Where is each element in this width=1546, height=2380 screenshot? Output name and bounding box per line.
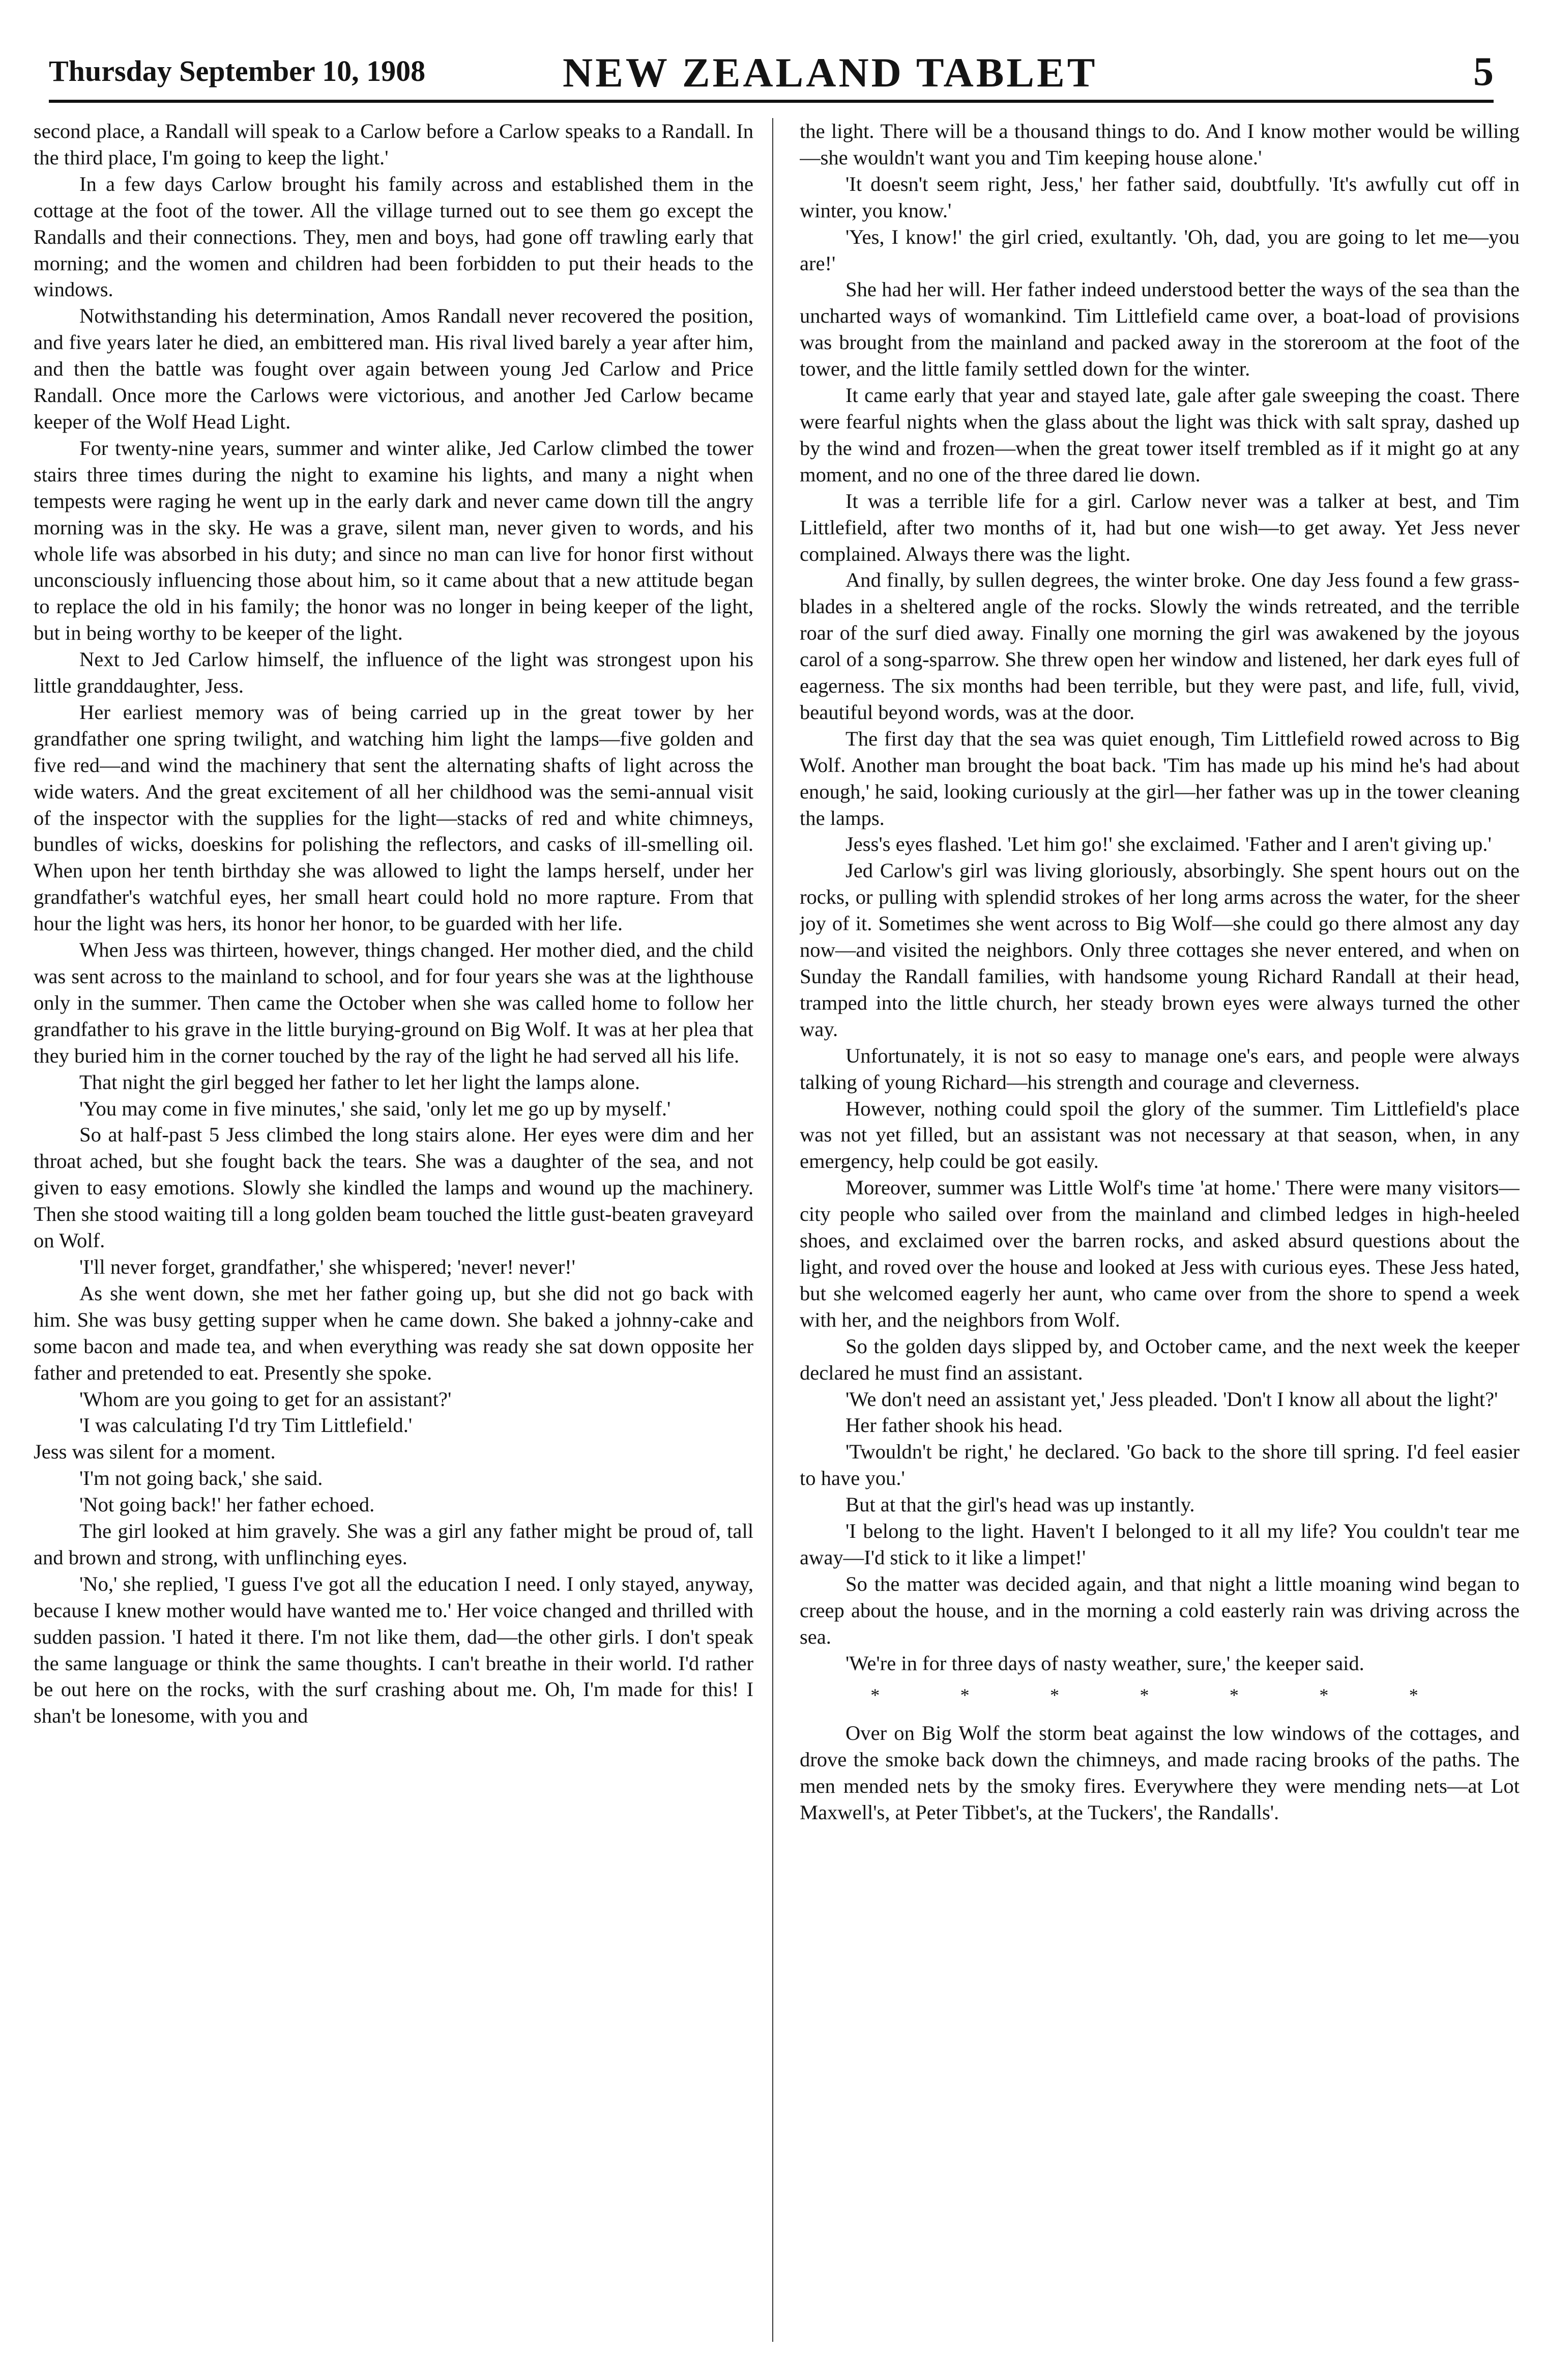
- paragraph: Moreover, summer was Little Wolf's time 'at home.' There were many visitors—city people who sailed over from the mainland and climbed ledges in high-heeled shoes, and exclaimed over the barren rocks, and asked absurd questions about the light, and roved over the house and looked at Jess with curious eyes. These Jess hated, but she welcomed eagerly her aunt, who came over from the shore to spend a week with her, and the neighbors from Wolf.: [800, 1176, 1520, 1331]
- paragraph: When Jess was thirteen, however, things changed. Her mother died, and the child was sent across to the mainland to school, and for four years she was at the lighthouse only in the summer. Then came the October when she was called home to follow her grandfather to his grave in the little burying-ground on Big Wolf. It was at her plea that they buried him in the corner touched by the ray of the light he had served all his life.: [34, 938, 753, 1067]
- paragraph: Jed Carlow's girl was living gloriously, absorbingly. She spent hours out on the rocks, or pulling with splendid strokes of her long arms across the water, for the sheer joy of it. Sometimes she went across to Big Wolf—she could go there almost any day now—and visited the neighbors. Only three cottages she never entered, and when on Sunday the Randall families, with handsome young Richard Randall at their head, tramped into the little church, her steady brown eyes were always turned the other way.: [800, 859, 1520, 1041]
- paragraph: Jess's eyes flashed. 'Let him go!' she exclaimed. 'Father and I aren't giving up.': [845, 833, 1492, 856]
- paragraph: It was a terrible life for a girl. Carlow never was a talker at best, and Tim Littlefield, after two months of it, had but one wish—to get away. Yet Jess never complained. Always there was the light.: [800, 489, 1520, 565]
- paragraph: 'I was calculating I'd try Tim Littlefield.': [79, 1414, 413, 1437]
- separator-star: *: [1050, 1685, 1060, 1706]
- page-header: [49, 49, 1494, 98]
- paragraph: Her father shook his head.: [845, 1414, 1063, 1437]
- paragraph: In a few days Carlow brought his family across and established them in the cottage at the foot of the tower. All the village turned out to see them go except the Randalls and their connections. They, men and boys, had gone off trawling early that morning; and the women and children had been forbidden to put their heads to the windows.: [34, 172, 753, 301]
- paragraph: 'Not going back!' her father echoed.: [79, 1493, 375, 1516]
- separator-star: *: [1229, 1685, 1239, 1706]
- separator-star: *: [870, 1685, 880, 1706]
- paragraph: Notwithstanding his determination, Amos Randall never recovered the position, and five years later he died, an embittered man. His rival lived barely a year after him, and then the battle was fought over again between young Jed Carlow and Price Randall. Once more the Carlows were victorious, and another Jed Carlow became keeper of the Wolf Head Light.: [34, 304, 753, 433]
- paragraph: 'We don't need an assistant yet,' Jess pleaded. 'Don't I know all about the light?': [845, 1387, 1498, 1411]
- paragraph: Unfortunately, it is not so easy to manage one's ears, and people were always talking of young Richard—his strength and courage and cleverness.: [800, 1044, 1520, 1094]
- paragraph: Over on Big Wolf the storm beat against the low windows of the cottages, and drove the smoke back down the chimneys, and made racing brooks of the paths. The men mended nets by the smoky fires. Everywhere they were mending nets—at Lot Maxwell's, at Peter Tibbet's, at the Tuckers', the Randalls'.: [800, 1722, 1520, 1824]
- separator-star: *: [960, 1685, 970, 1706]
- paragraph: The first day that the sea was quiet enough, Tim Littlefield rowed across to Big Wolf. Another man brought the boat back. 'Tim has made up his mind he's had about enough,' he said, looking curiously at the girl—her father was up in the tower cleaning the lamps.: [800, 727, 1520, 829]
- paragraph: The girl looked at him gravely. She was a girl any father might be proud of, tall and brown and strong, with unflinching eyes.: [34, 1519, 753, 1569]
- paragraph: That night the girl begged her father to let her light the lamps alone.: [79, 1070, 640, 1094]
- separator-star: *: [1409, 1685, 1418, 1706]
- paragraph: So at half-past 5 Jess climbed the long stairs alone. Her eyes were dim and her throat ached, but she fought back the tears. She was a daughter of the sea, and not given to easy emotions. Slowly she kindled the lamps and wound up the machinery. Then she stood waiting till a long golden beam touched the little gust-beaten graveyard on Wolf.: [34, 1123, 753, 1252]
- paragraph: So the matter was decided again, and that night a little moaning wind began to creep about the house, and in the morning a cold easterly rain was driving across the sea.: [800, 1572, 1520, 1648]
- paragraph: 'I'll never forget, grandfather,' she whispered; 'never! never!': [79, 1255, 575, 1278]
- paragraph: 'Whom are you going to get for an assistant?': [79, 1387, 452, 1411]
- paragraph: And finally, by sullen degrees, the winter broke. One day Jess found a few grass-blades in a sheltered angle of the rocks. Slowly the winds retreated, and the terrible roar of the surf died away. Finally one morning the girl was awakened by the joyous carol of a song-sparrow. She threw open her window and listened, her dark eyes full of eagerness. The six months had been terrible, but they were past, and life, full, vivid, beautiful beyond words, was at the door.: [800, 568, 1520, 724]
- paragraph: Her earliest memory was of being carried up in the great tower by her grandfather one spring twilight, and watching him light the lamps—five golden and five red—and wind the machinery that sent the alternating shafts of light across the wide waters. And the great excitement of all her childhood was the semi-annual visit of the inspector with the supplies for the light—stacks of red and white chimneys, bundles of wicks, doeskins for polishing the reflectors, and casks of ill-smelling oil. When upon her tenth birthday she was allowed to light the lamps herself, under her grandfather's watchful eyes, her small heart could hold no more rapture. From that hour the light was hers, its honor her honor, to be guarded with her life.: [34, 700, 753, 935]
- paragraph: So the golden days slipped by, and October came, and the next week the keeper declared he must find an assistant.: [800, 1334, 1520, 1384]
- paragraph: 'We're in for three days of nasty weather, sure,' the keeper said.: [845, 1651, 1364, 1675]
- right-column: [800, 118, 1520, 2342]
- paragraph: Jess was silent for a moment.: [34, 1440, 276, 1464]
- paragraph: 'It doesn't seem right, Jess,' her father said, doubtfully. 'It's awfully cut off in winter, you know.': [800, 172, 1520, 222]
- column-rule: [772, 118, 773, 2342]
- paragraph: It came early that year and stayed late, gale after gale sweeping the coast. There were fearful nights when the glass about the light was thick with salt spray, dashed up by the wind and frozen—when the great tower itself trembled as if it might go at any moment, and no one of the three dared lie down.: [800, 384, 1520, 486]
- separator-star: *: [1319, 1685, 1329, 1706]
- header-rule: [49, 100, 1494, 103]
- page-number: 5: [1473, 49, 1494, 94]
- masthead-title: NEW ZEALAND TABLET: [563, 49, 1098, 96]
- section-separator: [800, 1676, 1520, 1720]
- paragraph: 'Twouldn't be right,' he declared. 'Go back to the shore till spring. I'd feel easier to have you.': [800, 1440, 1520, 1490]
- separator-star: *: [1140, 1685, 1149, 1706]
- paragraph: 'No,' she replied, 'I guess I've got all the education I need. I only stayed, anyway, because I knew mother would have wanted me to.' Her voice changed and thrilled with sudden passion. 'I hated it there. I'm not like them, dad—the other girls. I don't speak the same language or think the same thoughts. I can't breathe in their world. I'd rather be out here on the rocks, with the surf crashing about me. Oh, I'm made for this! I shan't be lonesome, with you and: [34, 1572, 753, 1728]
- paragraph: 'I'm not going back,' she said.: [79, 1467, 323, 1490]
- paragraph: Next to Jed Carlow himself, the influence of the light was strongest upon his little granddaughter, Jess.: [34, 648, 753, 698]
- left-column: [34, 118, 753, 2342]
- paragraph: For twenty-nine years, summer and winter alike, Jed Carlow climbed the tower stairs three times during the night to examine his lights, and many a night when tempests were raging he went up in the early dark and never came down till the angry morning was in the sky. He was a grave, silent man, never given to words, and his whole life was absorbed in his duty; and since no man can live for honor first without unconsciously influencing those about him, so it came about that a new attitude began to replace the old in his family; the honor was no longer in being keeper of the light, but in being worthy to be keeper of the light.: [34, 436, 753, 645]
- paragraph: But at that the girl's head was up instantly.: [845, 1493, 1195, 1516]
- paragraph: As she went down, she met her father going up, but she did not go back with him. She was busy getting supper when he came down. She baked a johnny-cake and some bacon and made tea, and when everything was ready she sat down opposite her father and pretended to eat. Presently she spoke.: [34, 1281, 753, 1384]
- paragraph: She had her will. Her father indeed understood better the ways of the sea than the uncharted ways of womankind. Tim Littlefield came over, a boat-load of provisions was brought from the mainland and packed away in the storeroom at the foot of the tower, and the little family settled down for the winter.: [800, 278, 1520, 381]
- paragraph: the light. There will be a thousand things to do. And I know mother would be willing—she wouldn't want you and Tim keeping house alone.': [800, 120, 1520, 169]
- paragraph: However, nothing could spoil the glory of the summer. Tim Littlefield's place was not yet filled, but an assistant was not necessary at that season, when, in any emergency, help could be got easily.: [800, 1097, 1520, 1173]
- paragraph: second place, a Randall will speak to a Carlow before a Carlow speaks to a Randall. In the third place, I'm going to keep the light.': [34, 120, 753, 169]
- header-date: Thursday September 10, 1908: [49, 54, 426, 88]
- paragraph: 'I belong to the light. Haven't I belonged to it all my life? You couldn't tear me away—I'd stick to it like a limpet!': [800, 1519, 1520, 1569]
- paragraph: 'Yes, I know!' the girl cried, exultantly. 'Oh, dad, you are going to let me—you are!': [800, 225, 1520, 275]
- paragraph: 'You may come in five minutes,' she said, 'only let me go up by myself.': [79, 1097, 671, 1120]
